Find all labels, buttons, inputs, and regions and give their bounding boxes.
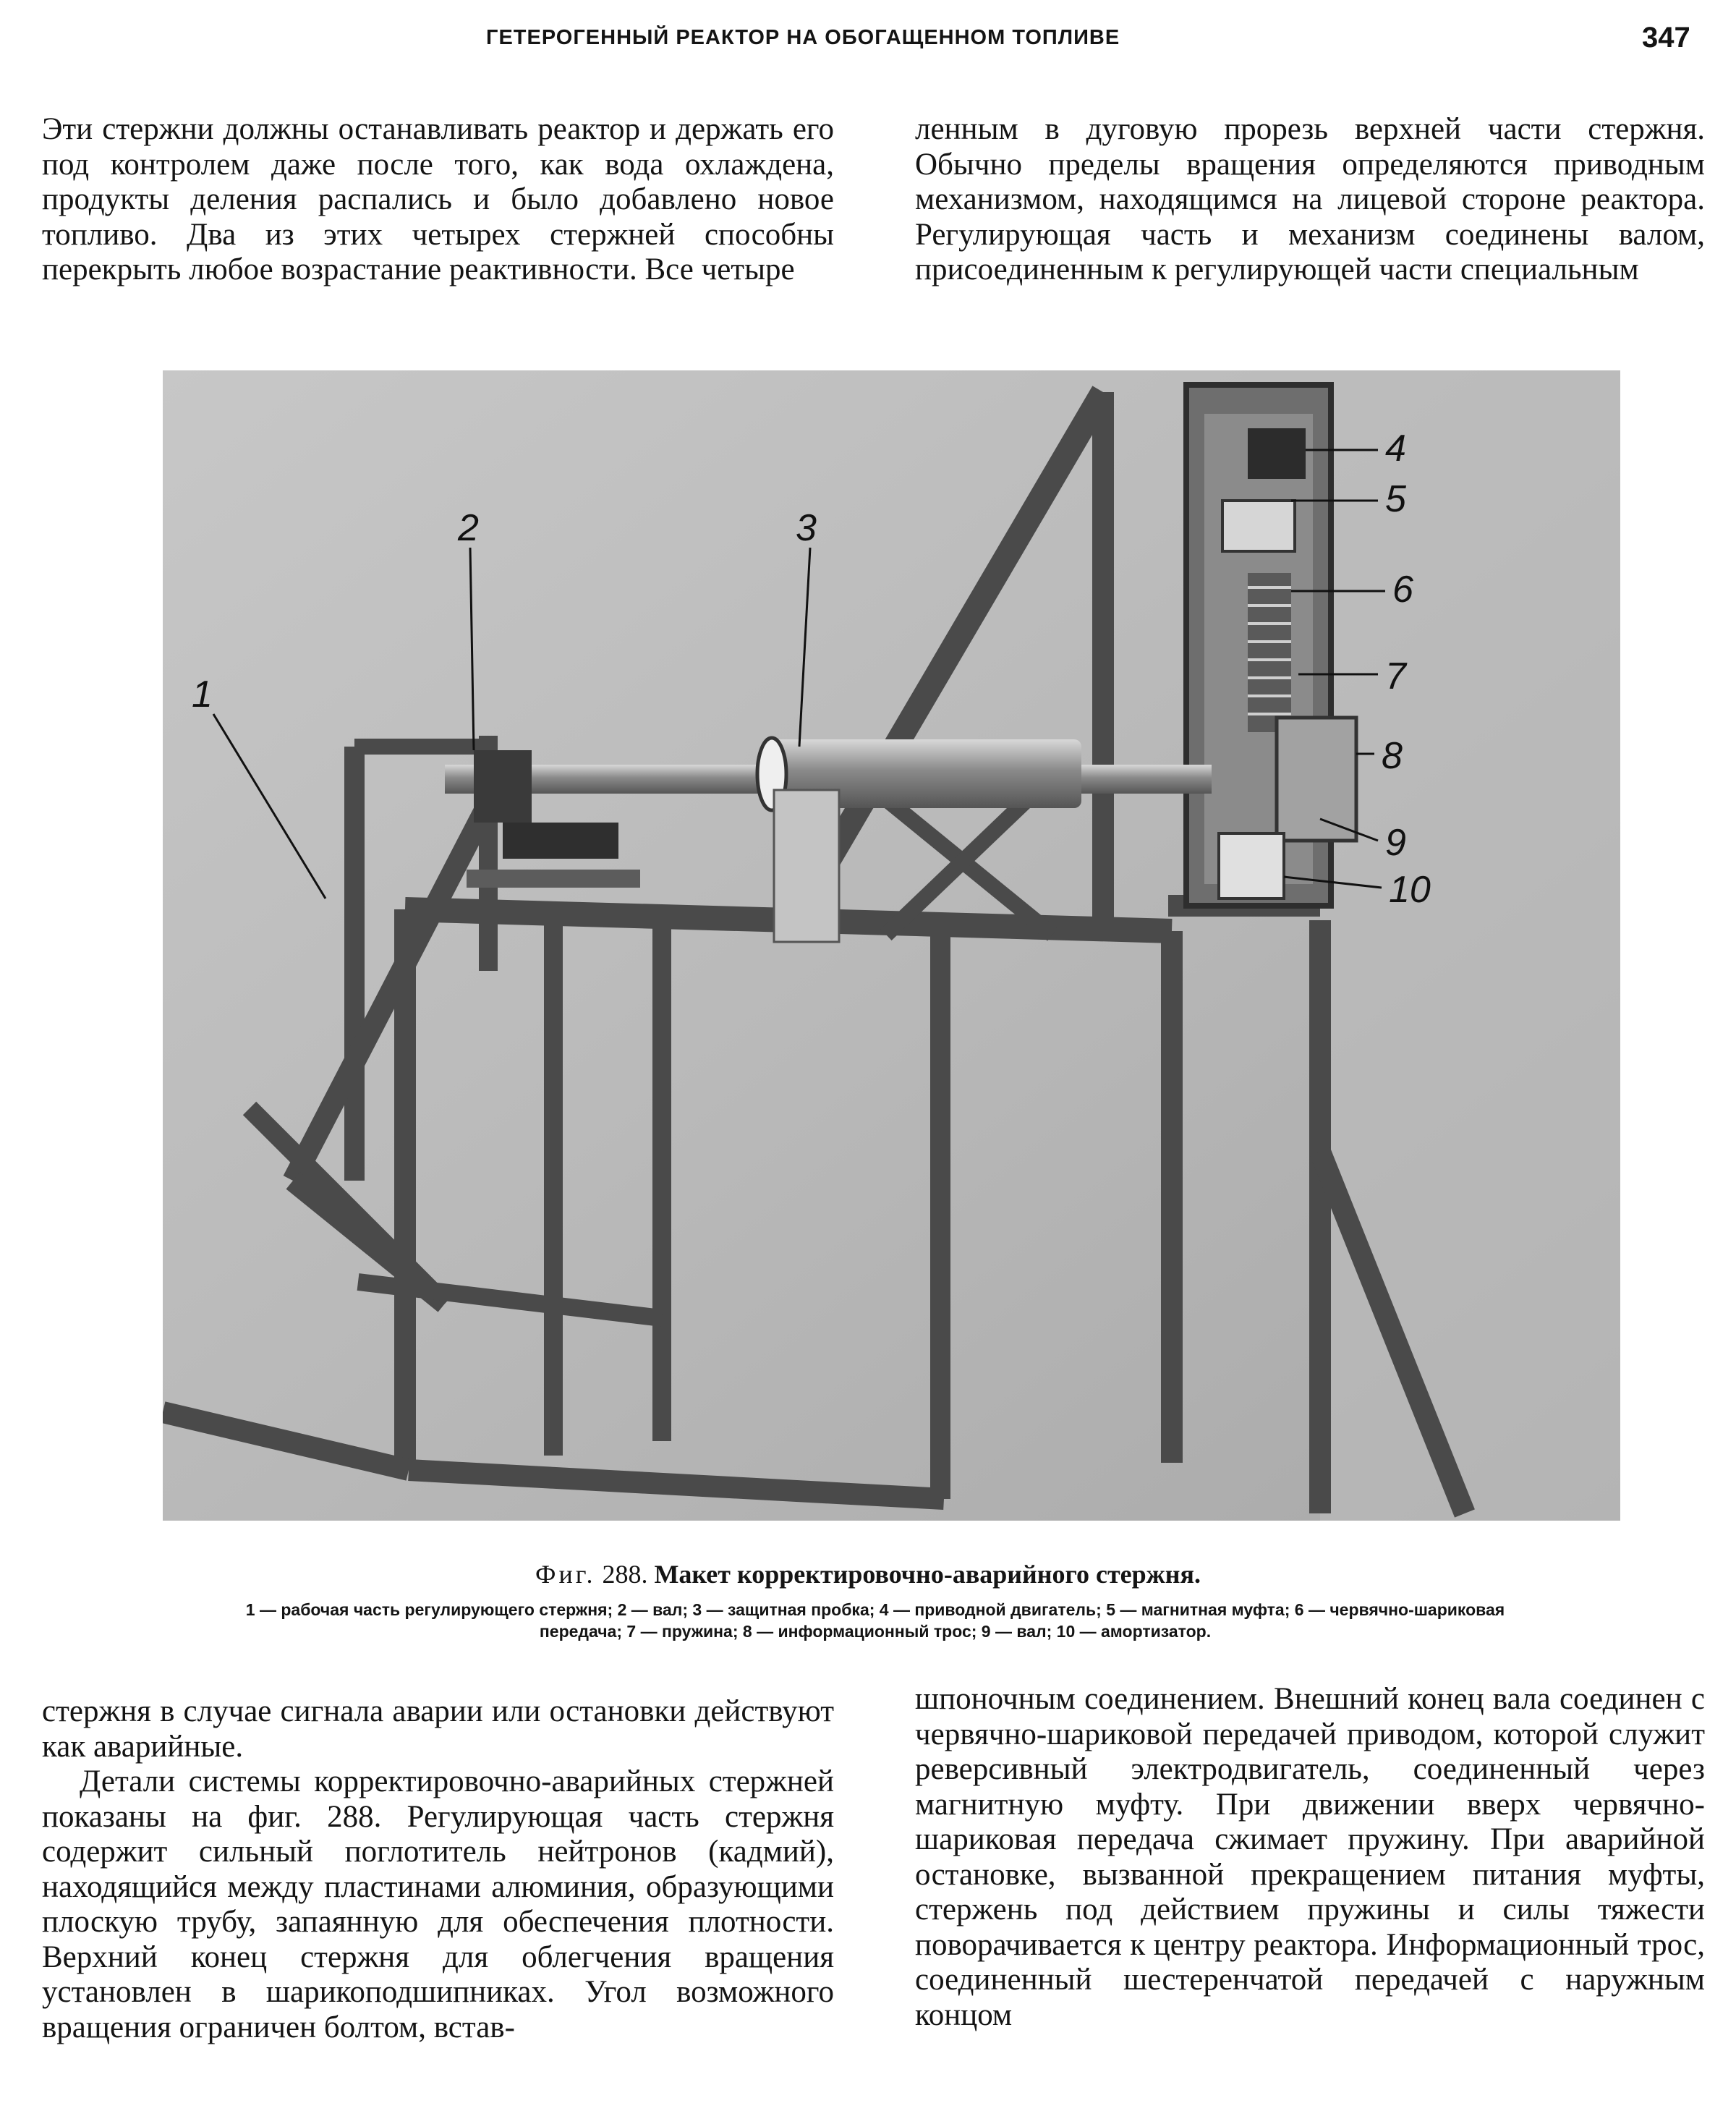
paragraph: стержня в случае сигнала аварии или остановки действуют как аварийные. <box>42 1694 834 1764</box>
page-number: 347 <box>1642 22 1690 54</box>
text-column-top-left <box>42 112 834 288</box>
text-column-top-right <box>915 112 1705 288</box>
paragraph: Эти стержни должны останавливать реактор и держать его под контролем даже после того, как вода охлаждена, продукты деления распались и было добавлено новое топливо. Два из этих четырех стержней способны перекрыть любое возрастание реактивности. Все четыре <box>42 112 834 286</box>
figure-label-10: 10 <box>1389 869 1431 911</box>
page-header <box>0 22 1736 65</box>
running-title: ГЕТЕРОГЕННЫЙ РЕАКТОР НА ОБОГАЩЕННОМ ТОПЛИВЕ <box>486 26 1120 49</box>
figure-label-1: 1 <box>192 674 213 715</box>
figure-label-2: 2 <box>458 507 479 549</box>
caption-number: 288. <box>602 1560 648 1589</box>
paragraph: шпоночным соединением. Внешний конец вала соединен с червячно-шариковой передачей приводом, которой служит реверсивный электродвигатель, соединенный через магнитную муфту. При движении вверх червячно-шариковая передача сжимает пружину. При аварийной остановке, вызванной прекращением питания муфты, стержень под действием пружины и силы тяжести поворачивается к центру реактора. Информационный трос, соединенный шестеренчатой передачей с наружным концом <box>915 1682 1705 2032</box>
caption-title: Макет корректировочно-аварийного стержня. <box>654 1560 1201 1589</box>
caption-prefix: Фиг. <box>535 1560 596 1589</box>
figure-label-5: 5 <box>1385 478 1406 520</box>
text-column-bottom-right <box>915 1682 1705 2033</box>
figure-label-6: 6 <box>1392 569 1413 611</box>
figure-legend: 1 — рабочая часть регулирующего стержня; 2 — вал; 3 — защитная пробка; 4 — приводной двигатель; 5 — магнитная муфта; 6 — червячно-шариковая передача; 7 — пружина; 8 — информационный трос; 9 — вал; 10 — амортизатор. <box>245 1600 1505 1641</box>
figure-label-4: 4 <box>1385 428 1406 470</box>
rod-model-photo <box>163 370 1620 1521</box>
paragraph: ленным в дуговую прорезь верхней части стержня. Обычно пределы вращения определяются приводным механизмом, находящимся на лицевой стороне реактора. Регулирующая часть и механизм соединены валом, присоединенным к регулирующей части специальным <box>915 112 1705 286</box>
figure-label-9: 9 <box>1385 822 1406 864</box>
figure-photo <box>163 370 1620 1521</box>
figure-label-7: 7 <box>1385 655 1406 697</box>
figure-label-8: 8 <box>1382 735 1403 777</box>
paragraph: Детали системы корректировочно-аварийных стержней показаны на фиг. 288. Регулирующая часть стержня содержит сильный поглотитель нейтронов (кадмий), находящийся между пластинами алюминия, образующими плоскую трубу, запаянную для обеспечения плотности. Верхний конец стержня для облегчения вращения установлен в шарикоподшипниках. Угол возможного вращения ограничен болтом, встав- <box>42 1764 834 2044</box>
text-column-bottom-left <box>42 1694 834 2045</box>
figure-label-3: 3 <box>796 507 817 549</box>
figure-caption <box>0 1559 1736 1589</box>
